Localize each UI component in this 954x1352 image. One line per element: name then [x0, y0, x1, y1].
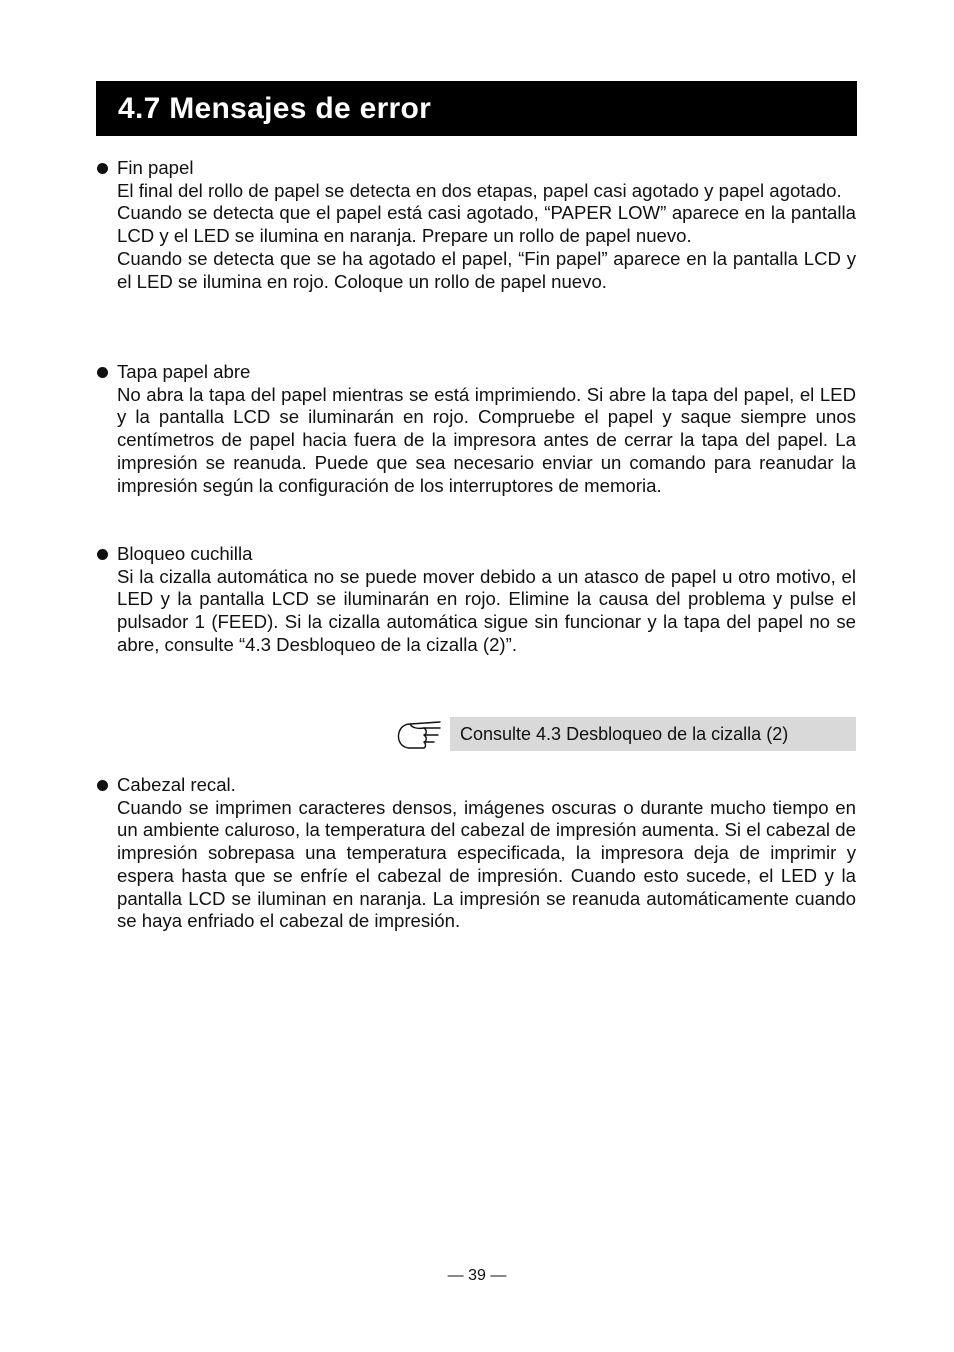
pointing-hand-icon [394, 716, 444, 752]
bullet-item [96, 157, 856, 293]
bullet-icon [97, 163, 108, 174]
error-heading: Bloqueo cuchilla [117, 543, 253, 564]
bullet-item [96, 774, 856, 933]
error-section-tapa-papel-abre [96, 361, 856, 497]
reference-link[interactable]: Consulte 4.3 Desbloqueo de la cizalla (2) [450, 717, 856, 751]
page-title: 4.7 Mensajes de error [118, 91, 432, 125]
bullet-icon [97, 549, 108, 560]
error-section-fin-papel [96, 157, 856, 293]
error-section-bloqueo-cuchilla [96, 543, 856, 657]
error-heading: Tapa papel abre [117, 361, 251, 382]
section-title-bar [96, 81, 857, 136]
paragraph: Cuando se detecta que el papel está casi agotado, “PAPER LOW” aparece en la pantalla LCD y el LED se ilumina en naranja. Prepare un rollo de papel nuevo. [117, 202, 856, 247]
paragraph: Cuando se imprimen caracteres densos, imágenes oscuras o durante mucho tiempo en un ambiente caluroso, la temperatura del cabezal de impresión aumenta. Si el cabezal de impresión sobrepasa una temperatura especificada, la impresora deja de imprimir y espera hasta que se enfríe el cabezal de impresión. Cuando esto sucede, el LED y la pantalla LCD se iluminan en naranja. La impresión se reanuda automáticamente cuando se haya enfriado el cabezal de impresión. [117, 796, 856, 932]
error-heading: Cabezal recal. [117, 774, 236, 795]
page-number: — 39 — [447, 1267, 507, 1284]
error-section-cabezal-recal [96, 774, 856, 933]
bullet-icon [97, 367, 108, 378]
bullet-icon [97, 780, 108, 791]
error-heading: Fin papel [117, 157, 194, 178]
cross-reference [394, 716, 856, 752]
paragraph: No abra la tapa del papel mientras se está imprimiendo. Si abre la tapa del papel, el LED y la pantalla LCD se iluminarán en rojo. Compruebe el papel y saque siempre unos centímetros de papel hacia fuera de la impresora antes de cerrar la tapa del papel. La impresión se reanuda. Puede que sea necesario enviar un comando para reanudar la impresión según la configuración de los interruptores de memoria. [117, 383, 856, 496]
bullet-item [96, 543, 856, 657]
bullet-item [96, 361, 856, 497]
paragraph: Cuando se detecta que se ha agotado el papel, “Fin papel” aparece en la pantalla LCD y el LED se ilumina en rojo. Coloque un rollo de papel nuevo. [117, 247, 856, 292]
paragraph: El final del rollo de papel se detecta en dos etapas, papel casi agotado y papel agotado. [117, 179, 842, 201]
paragraph: Si la cizalla automática no se puede mover debido a un atasco de papel u otro motivo, el LED y la pantalla LCD se iluminarán en rojo. Elimine la causa del problema y pulse el pulsador 1 (FEED). Si la cizalla automática sigue sin funcionar y la tapa del papel no se abre, consulte “4.3 Desbloqueo de la cizalla (2)”. [117, 565, 856, 655]
